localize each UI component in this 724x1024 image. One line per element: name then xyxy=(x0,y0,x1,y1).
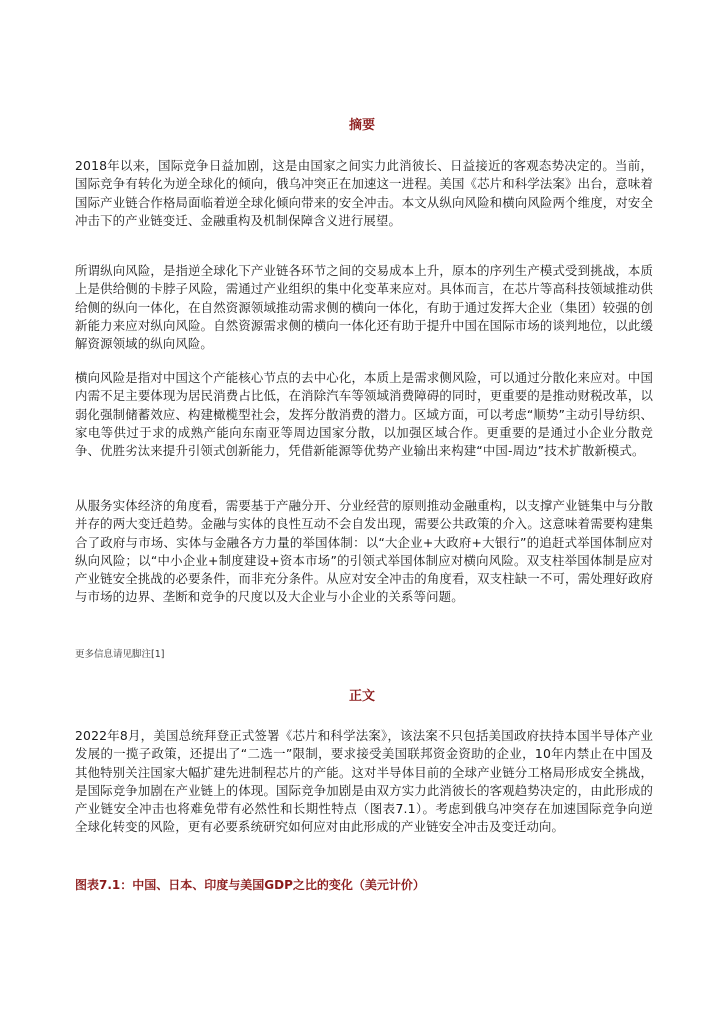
body-paragraph-1: 2022年8月，美国总统拜登正式签署《芯片和科学法案》，该法案不只包括美国政府扶持本国半导体产业发展的一揽子政策，还提出了“二选一”限制，要求接受美国联邦资金资助的企业，10年内禁止在中国及其他特别关注国家大幅扩建先进制程芯片的产能。这对半导体目前的全球产业链分工格局形成安全挑战，是国际竞争加剧在产业链上的体现。国际竞争加剧是由双方实力此消彼长的客观趋势决定的，由此形成的产业链安全冲击也将难免带有必然性和长期性特点（图表7.1）。考虑到俄乌冲突存在加速国际竞争向逆全球化转变的风险，更有必要系统研究如何应对由此形成的产业链安全冲击及变迁动向。 xyxy=(75,728,653,835)
abstract-paragraph-1: 2018年以来，国际竞争日益加剧，这是由国家之间实力此消彼长、日益接近的客观态势决定的。当前，国际竞争有转化为逆全球化的倾向，俄乌冲突正在加速这一进程。美国《芯片和科学法案》出台，意味着国际产业链合作格局面临着逆全球化倾向带来的安全冲击。本文从纵向风险和横向风险两个维度，对安全冲击下的产业链变迁、金融重构及机制保障含义进行展望。 xyxy=(75,158,653,228)
abstract-paragraph-3: 横向风险是指对中国这个产能核心节点的去中心化，本质上是需求侧风险，可以通过分散化来应对。中国内需不足主要体现为居民消费占比低，在消除汽车等领域消费障碍的同时，更重要的是推动财税改革，以弱化强制储蓄效应、构建橄榄型社会，发挥分散消费的潜力。区域方面，可以考虑“顺势”主动引导纺织、家电等供过于求的成熟产能向东南亚等周边国家分散，以加强区域合作。更重要的是通过小企业分散竞争、优胜劣汰来提升引领式创新能力，凭借新能源等优势产业输出来构建“中国-周边”技术扩散新模式。 xyxy=(75,370,653,459)
figure-title: 图表7.1：中国、日本、印度与美国GDP之比的变化（美元计价） xyxy=(75,878,425,892)
body-heading: 正文 xyxy=(348,689,375,704)
footnote-reference: 更多信息请见脚注[1] xyxy=(75,649,165,660)
abstract-paragraph-4: 从服务实体经济的角度看，需要基于产融分开、分业经营的原则推动金融重构，以支撑产业链集中与分散并存的两大变迁趋势。金融与实体的良性互动不会自发出现，需要公共政策的介入。这意味着需要构建集合了政府与市场、实体与金融各方力量的举国体制：以“大企业+大政府+大银行”的追赶式举国体制应对纵向风险；以“中小企业+制度建设+资本市场”的引领式举国体制应对横向风险。双支柱举国体制是应对产业链安全挑战的必要条件，而非充分条件。从应对安全冲击的角度看，双支柱缺一不可，需处理好政府与市场的边界、垄断和竞争的尺度以及大企业与小企业的关系等问题。 xyxy=(75,498,653,605)
abstract-heading: 摘要 xyxy=(348,118,375,133)
abstract-paragraph-2: 所谓纵向风险，是指逆全球化下产业链各环节之间的交易成本上升，原本的序列生产模式受到挑战，本质上是供给侧的卡脖子风险，需通过产业组织的集中化变革来应对。具体而言，在芯片等高科技领域推动供给侧的纵向一体化，在自然资源领域推动需求侧的横向一体化，有助于通过发挥大企业（集团）较强的创新能力来应对纵向风险。自然资源需求侧的横向一体化还有助于提升中国在国际市场的谈判地位，以此缓解资源领域的纵向风险。 xyxy=(75,263,653,352)
